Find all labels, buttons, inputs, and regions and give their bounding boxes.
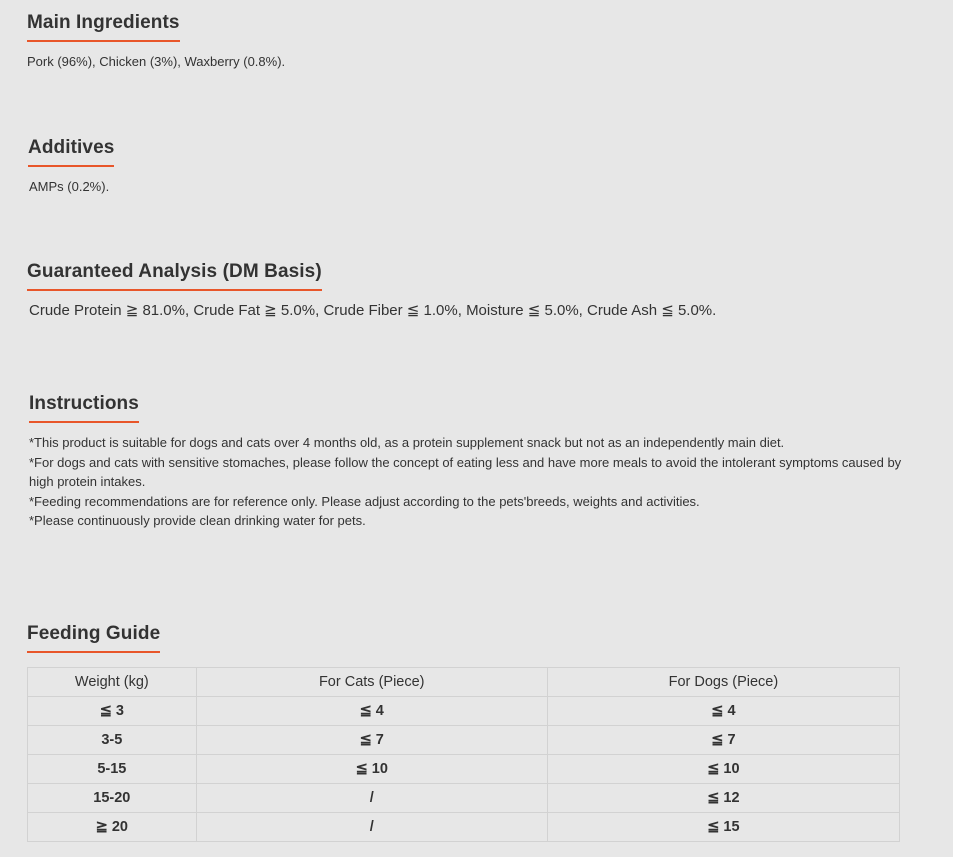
weight-cell: 15-20 bbox=[28, 784, 197, 813]
column-header-cats: For Cats (Piece) bbox=[196, 668, 547, 697]
weight-cell: 5-15 bbox=[28, 755, 197, 784]
weight-cell: ≦ 3 bbox=[28, 697, 197, 726]
table-row bbox=[28, 784, 900, 813]
feeding-guide-heading: Feeding Guide bbox=[27, 623, 160, 653]
instruction-line: *This product is suitable for dogs and cats over 4 months old, as a protein supplement snack but not as an independently main diet. bbox=[29, 435, 785, 450]
guaranteed-analysis-section bbox=[27, 261, 716, 319]
table-header-row bbox=[28, 668, 900, 697]
main-ingredients-text: Pork (96%), Chicken (3%), Waxberry (0.8%). bbox=[27, 54, 286, 69]
guaranteed-analysis-text: Crude Protein ≧ 81.0%, Crude Fat ≧ 5.0%, Crude Fiber ≦ 1.0%, Moisture ≦ 5.0%, Crude Ash ≦ 5.0%. bbox=[29, 302, 717, 319]
instruction-line: *Please continuously provide clean drinking water for pets. bbox=[29, 513, 366, 528]
feeding-guide-section bbox=[27, 623, 160, 653]
column-header-dogs: For Dogs (Piece) bbox=[547, 668, 899, 697]
cats-cell: / bbox=[196, 813, 547, 842]
additives-text: AMPs (0.2%). bbox=[29, 179, 110, 194]
instructions-heading: Instructions bbox=[29, 393, 139, 423]
main-ingredients-section bbox=[27, 12, 285, 72]
dogs-cell: ≦ 15 bbox=[547, 813, 899, 842]
column-header-weight: Weight (kg) bbox=[28, 668, 197, 697]
dogs-cell: ≦ 12 bbox=[547, 784, 899, 813]
instruction-line: *For dogs and cats with sensitive stomaches, please follow the concept of eating less and have more meals to avoid the intolerant symptoms caused by high protein intakes. bbox=[29, 454, 902, 489]
dogs-cell: ≦ 10 bbox=[547, 755, 899, 784]
additives-section bbox=[28, 137, 114, 197]
dogs-cell: ≦ 7 bbox=[547, 726, 899, 755]
cats-cell: / bbox=[196, 784, 547, 813]
main-ingredients-heading: Main Ingredients bbox=[27, 12, 180, 42]
cats-cell: ≦ 4 bbox=[196, 697, 547, 726]
additives-heading: Additives bbox=[28, 137, 114, 167]
cats-cell: ≦ 10 bbox=[196, 755, 547, 784]
table-row bbox=[28, 755, 900, 784]
table-row bbox=[28, 726, 900, 755]
table-row bbox=[28, 813, 900, 842]
table-row bbox=[28, 697, 900, 726]
feeding-guide-table bbox=[27, 667, 900, 842]
instructions-list bbox=[29, 433, 919, 531]
guaranteed-analysis-heading: Guaranteed Analysis (DM Basis) bbox=[27, 261, 322, 291]
cats-cell: ≦ 7 bbox=[196, 726, 547, 755]
dogs-cell: ≦ 4 bbox=[547, 697, 899, 726]
weight-cell: ≧ 20 bbox=[28, 813, 197, 842]
weight-cell: 3-5 bbox=[28, 726, 197, 755]
instruction-line: *Feeding recommendations are for reference only. Please adjust according to the pets'breeds, weights and activities. bbox=[29, 493, 700, 509]
instructions-section bbox=[29, 393, 919, 531]
